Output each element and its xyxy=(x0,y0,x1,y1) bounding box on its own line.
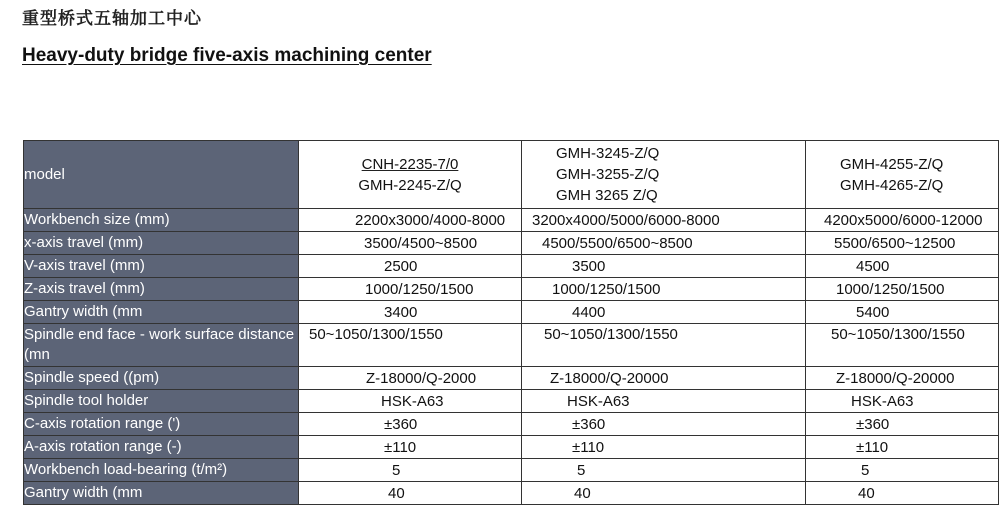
table-row xyxy=(24,232,999,255)
header-label: model xyxy=(24,166,65,183)
table-cell: 4200x5000/6000-12000 xyxy=(806,209,999,232)
table-row xyxy=(24,301,999,324)
table-cell: 4500/5500/6500~8500 xyxy=(522,232,806,255)
spec-table xyxy=(23,140,999,505)
model-name: GMH 3265 Z/Q xyxy=(556,187,658,204)
table-cell: 40 xyxy=(806,482,999,505)
table-row xyxy=(24,436,999,459)
table-cell: 40 xyxy=(522,482,806,505)
row-label: Gantry width (mm xyxy=(24,482,299,505)
row-label: x-axis travel (mm) xyxy=(24,232,299,255)
table-cell: HSK-A63 xyxy=(299,390,522,413)
model-name: GMH-3245-Z/Q xyxy=(556,145,660,162)
table-cell: 4500 xyxy=(806,255,999,278)
table-cell: 1000/1250/1500 xyxy=(299,278,522,301)
table-cell: ±110 xyxy=(522,436,806,459)
table-row xyxy=(24,390,999,413)
table-cell: ±110 xyxy=(806,436,999,459)
table-row xyxy=(24,278,999,301)
model-name: GMH-4265-Z/Q xyxy=(840,176,944,194)
table-cell: 2200x3000/4000-8000 xyxy=(299,209,522,232)
table-row xyxy=(24,367,999,390)
table-cell: 5400 xyxy=(806,301,999,324)
row-label: Workbench size (mm) xyxy=(24,209,299,232)
table-cell: Z-18000/Q-2000 xyxy=(299,367,522,390)
table-cell: 1000/1250/1500 xyxy=(806,278,999,301)
model-header-cell xyxy=(299,141,522,209)
table-cell: 50~1050/1300/1550 xyxy=(522,324,806,367)
model-header-cell xyxy=(522,141,806,209)
table-cell: 2500 xyxy=(299,255,522,278)
table-cell: 3500 xyxy=(522,255,806,278)
table-cell: 40 xyxy=(299,482,522,505)
table-cell: ±360 xyxy=(806,413,999,436)
model-name: GMH-2245-Z/Q xyxy=(358,176,462,194)
model-name: CNH-2235-7/0 xyxy=(361,155,459,173)
table-cell: 3500/4500~8500 xyxy=(299,232,522,255)
table-cell: 4400 xyxy=(522,301,806,324)
table-cell: Z-18000/Q-20000 xyxy=(806,367,999,390)
row-label: Workbench load-bearing (t/m²) xyxy=(24,459,299,482)
table-cell: Z-18000/Q-20000 xyxy=(522,367,806,390)
table-cell: 50~1050/1300/1550 xyxy=(806,324,999,367)
model-header-cell xyxy=(806,141,999,209)
row-label: Spindle end face - work surface distance (mn xyxy=(24,324,299,367)
table-cell: 3400 xyxy=(299,301,522,324)
table-cell: 3200x4000/5000/6000-8000 xyxy=(522,209,806,232)
table-cell: 5 xyxy=(299,459,522,482)
table-row xyxy=(24,324,999,367)
table-cell: ±360 xyxy=(299,413,522,436)
row-label: V-axis travel (mm) xyxy=(24,255,299,278)
table-cell: HSK-A63 xyxy=(806,390,999,413)
table-row xyxy=(24,482,999,505)
row-label: Spindle tool holder xyxy=(24,390,299,413)
row-label: Z-axis travel (mm) xyxy=(24,278,299,301)
table-cell: 5 xyxy=(806,459,999,482)
table-cell: 1000/1250/1500 xyxy=(522,278,806,301)
model-name: GMH-4255-Z/Q xyxy=(840,155,944,173)
page-title-chinese: 重型桥式五轴加工中心 xyxy=(22,9,202,29)
model-name: GMH-3255-Z/Q xyxy=(556,166,660,183)
table-header-row xyxy=(24,141,999,209)
table-row xyxy=(24,255,999,278)
table-row xyxy=(24,413,999,436)
table-cell: 50~1050/1300/1550 xyxy=(299,324,522,367)
page-title-english: Heavy-duty bridge five-axis machining center xyxy=(22,45,432,66)
row-label: A-axis rotation range (-) xyxy=(24,436,299,459)
header-label-cell xyxy=(24,141,299,209)
table-cell: 5 xyxy=(522,459,806,482)
table-row xyxy=(24,459,999,482)
table-cell: 5500/6500~12500 xyxy=(806,232,999,255)
table-cell: ±110 xyxy=(299,436,522,459)
table-cell: ±360 xyxy=(522,413,806,436)
row-label: Spindle speed ((pm) xyxy=(24,367,299,390)
table-cell: HSK-A63 xyxy=(522,390,806,413)
row-label: Gantry width (mm xyxy=(24,301,299,324)
row-label: C-axis rotation range (') xyxy=(24,413,299,436)
table-row xyxy=(24,209,999,232)
